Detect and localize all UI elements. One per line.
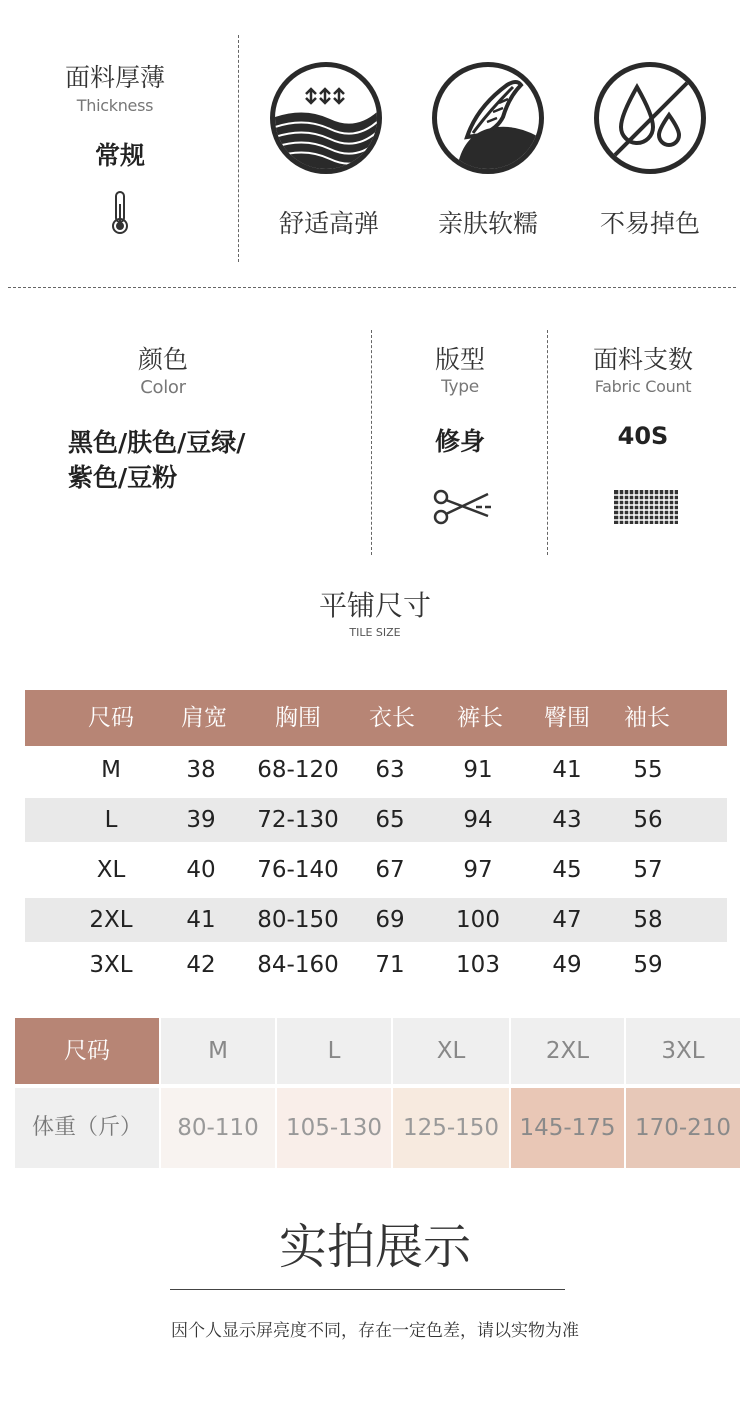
- size-table: [25, 690, 727, 980]
- table-cell: 56: [633, 807, 663, 833]
- table-cell: 67: [375, 857, 405, 883]
- table-cell: 97: [463, 857, 493, 883]
- scissors-icon: [432, 488, 494, 526]
- color-title: 颜色: [137, 345, 188, 374]
- color-value-line2: 紫色/豆粉: [68, 463, 178, 492]
- feature-label-no-fade: 不易掉色: [599, 209, 700, 238]
- feature-label-soft: 亲肤软糯: [437, 209, 538, 238]
- header-cell: 衣长: [369, 705, 415, 731]
- weight-table-size: M: [161, 1018, 275, 1084]
- feature-label-stretch: 舒适高弹: [278, 209, 379, 238]
- hand-feather-icon: [432, 62, 544, 174]
- divider-vertical: [547, 330, 548, 555]
- table-cell: 84-160: [257, 952, 339, 978]
- color-difference-note: 因个人显示屏亮度不同，存在一定色差，请以实物为准: [171, 1321, 579, 1341]
- type-value: 修身: [434, 427, 485, 456]
- thickness-value: 常规: [94, 141, 145, 170]
- color-value-line1: 黑色/肤色/豆绿/: [68, 428, 246, 457]
- type-title: 版型: [434, 345, 485, 374]
- weight-table-weight-label: 体重（斤）: [15, 1088, 159, 1168]
- photo-section-underline: [170, 1289, 565, 1290]
- table-cell: 58: [633, 907, 663, 933]
- table-cell: 103: [456, 952, 500, 978]
- header-cell: 臀围: [544, 705, 590, 731]
- table-cell: L: [104, 807, 118, 833]
- header-cell: 胸围: [275, 705, 321, 731]
- table-row: [25, 898, 727, 942]
- header-cell: 肩宽: [181, 705, 227, 731]
- weight-table-size: 2XL: [511, 1018, 624, 1084]
- no-fade-drop-icon: [594, 62, 706, 174]
- table-cell: 3XL: [89, 952, 133, 978]
- fabric-grid-icon: [614, 490, 678, 524]
- weight-table-weight: 80-110: [161, 1088, 275, 1168]
- tile-size-subtitle: TILE SIZE: [349, 626, 401, 639]
- fabric-title: 面料支数: [592, 345, 693, 374]
- table-cell: 41: [552, 757, 582, 783]
- color-subtitle: Color: [140, 377, 186, 398]
- fabric-subtitle: Fabric Count: [594, 377, 692, 396]
- table-cell: 42: [186, 952, 216, 978]
- header-cell: 裤长: [457, 705, 503, 731]
- table-cell: M: [101, 757, 121, 783]
- table-cell: 72-130: [257, 807, 339, 833]
- divider-horizontal: [8, 287, 736, 288]
- table-cell: 41: [186, 907, 216, 933]
- divider-vertical: [371, 330, 372, 555]
- header-cell: 尺码: [88, 705, 134, 731]
- weight-table-size: L: [277, 1018, 391, 1084]
- table-cell: 39: [186, 807, 216, 833]
- thickness-subtitle: Thickness: [76, 96, 154, 115]
- table-row: [25, 748, 727, 792]
- thickness-title: 面料厚薄: [64, 63, 165, 92]
- table-cell: 68-120: [257, 757, 339, 783]
- header-cell: 袖长: [624, 705, 670, 731]
- photo-section-title: 实拍展示: [278, 1219, 471, 1275]
- table-cell: 43: [552, 807, 582, 833]
- size-table-header: [25, 690, 727, 746]
- type-subtitle: Type: [441, 377, 479, 397]
- table-cell: 49: [552, 952, 582, 978]
- table-cell: 55: [633, 757, 663, 783]
- weight-table-size: XL: [393, 1018, 509, 1084]
- table-cell: 65: [375, 807, 405, 833]
- table-cell: 91: [463, 757, 493, 783]
- table-cell: 80-150: [257, 907, 339, 933]
- weight-table-size-label: 尺码: [15, 1018, 159, 1084]
- weight-table-weight: 105-130: [277, 1088, 391, 1168]
- weight-table-weight: 145-175: [511, 1088, 624, 1168]
- table-cell: 94: [463, 807, 493, 833]
- weight-table-weight: 170-210: [626, 1088, 740, 1168]
- fabric-value: 40S: [617, 422, 669, 450]
- table-cell: 45: [552, 857, 582, 883]
- stretch-waves-icon: [270, 62, 382, 174]
- table-cell: 63: [375, 757, 405, 783]
- table-cell: 71: [375, 952, 405, 978]
- table-cell: 47: [552, 907, 582, 933]
- table-row: [25, 943, 727, 987]
- thermometer-icon: [108, 190, 132, 236]
- weight-table-size: 3XL: [626, 1018, 740, 1084]
- weight-table: [15, 1018, 740, 1170]
- table-row: [25, 798, 727, 842]
- table-cell: 76-140: [257, 857, 339, 883]
- table-cell: 40: [186, 857, 216, 883]
- table-cell: 57: [633, 857, 663, 883]
- table-row: [25, 848, 727, 892]
- divider-vertical: [238, 35, 239, 262]
- table-cell: 100: [456, 907, 500, 933]
- tile-size-title: 平铺尺寸: [318, 589, 431, 622]
- weight-table-weight: 125-150: [393, 1088, 509, 1168]
- table-cell: XL: [96, 857, 126, 883]
- table-cell: 59: [633, 952, 663, 978]
- table-cell: 2XL: [89, 907, 133, 933]
- table-cell: 38: [186, 757, 216, 783]
- table-cell: 69: [375, 907, 405, 933]
